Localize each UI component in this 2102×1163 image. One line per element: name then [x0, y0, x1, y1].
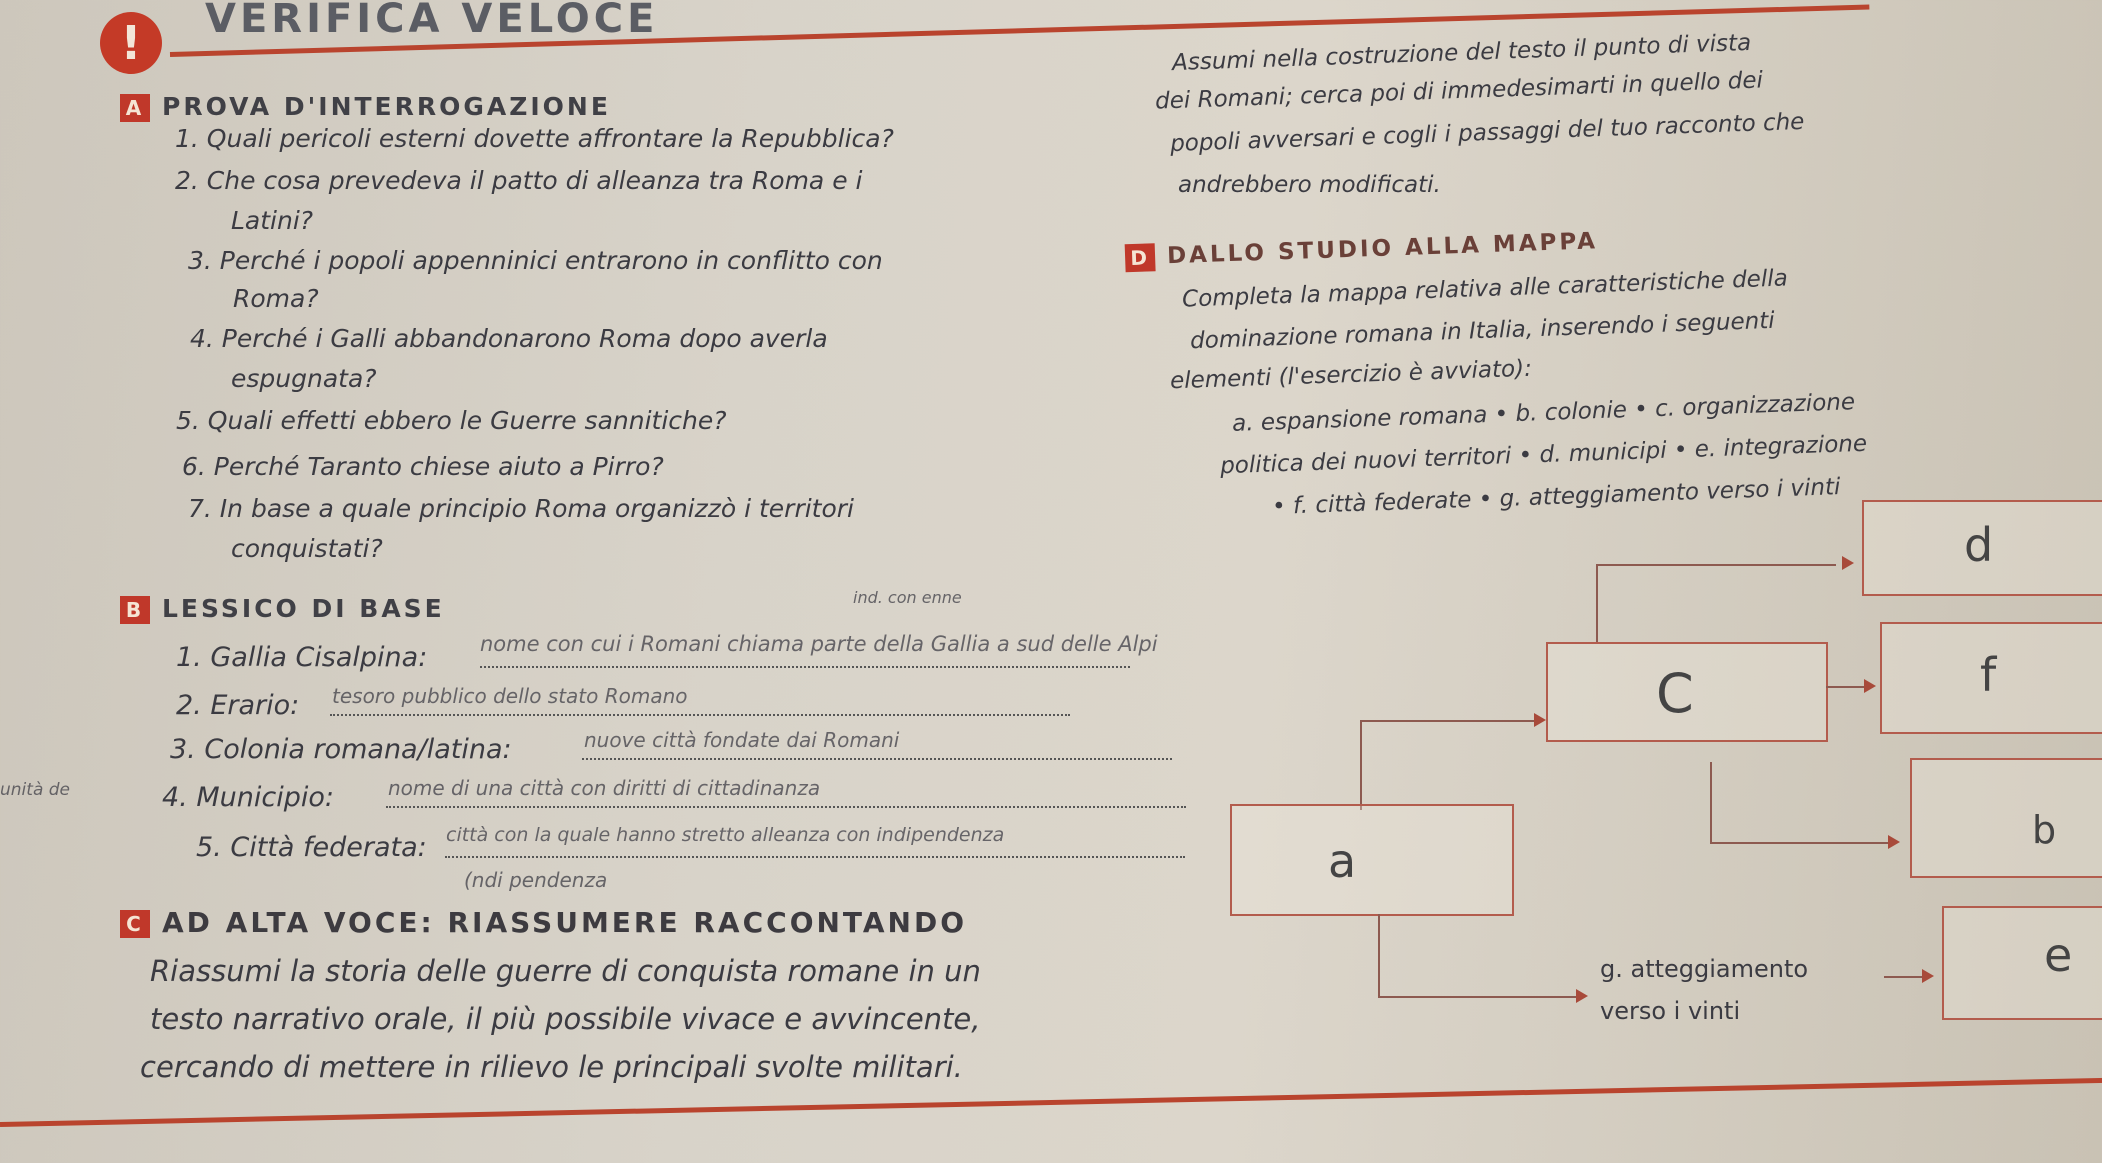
lexicon-answer-5[interactable]: città con la quale hanno stretto alleanza con indipendenza [446, 824, 1005, 846]
handwritten-note: ind. con enne [853, 588, 962, 607]
instruction-line-4: andrebbero modificati. [1178, 172, 1441, 198]
exclamation-badge-icon: ! [100, 12, 162, 74]
connector-f [1826, 686, 1866, 688]
question-3-cont: Roma? [233, 284, 319, 313]
map-instruction-5: politica dei nuovi territori • d. municipi • e. integrazione [1219, 430, 1868, 480]
arrow-c-icon [1534, 713, 1546, 727]
arrow-f-icon [1864, 679, 1876, 693]
map-instruction-1: Completa la mappa relativa alle caratteristiche della [1181, 265, 1789, 313]
section-c-title: AD ALTA VOCE: RIASSUMERE RACCONTANDO [162, 906, 968, 939]
map-box-c[interactable] [1546, 642, 1828, 742]
arrow-b-icon [1888, 835, 1900, 849]
question-6: 6. Perché Taranto chiese aiuto a Pirro? [182, 452, 664, 481]
lexicon-label-4: 4. Municipio: [162, 782, 334, 813]
lexicon-answer-3[interactable]: nuove città fondate dai Romani [584, 728, 900, 752]
connector-e [1884, 976, 1924, 978]
instruction-line-2: dei Romani; cerca poi di immedesimarti in quello dei [1154, 67, 1764, 115]
map-answer-c: C [1656, 662, 1694, 725]
lexicon-answer-1[interactable]: nome con cui i Romani chiama parte della Gallia a sud delle Alpi [480, 632, 1158, 656]
margin-note: unità de [0, 780, 71, 800]
question-2-cont: Latini? [231, 206, 314, 235]
connector-c-vertical [1360, 720, 1362, 810]
map-instruction-4: a. espansione romana • b. colonie • c. organizzazione [1231, 389, 1856, 437]
map-answer-a: a [1328, 834, 1357, 888]
lexicon-label-1: 1. Gallia Cisalpina: [176, 642, 428, 673]
summary-line-2: testo narrativo orale, il più possibile vivace e avvincente, [150, 1002, 981, 1036]
connector-g [1378, 996, 1578, 998]
question-2: 2. Che cosa prevedeva il patto di alleanza tra Roma e i [175, 166, 863, 195]
map-box-f[interactable] [1880, 622, 2102, 734]
section-b-title: LESSICO DI BASE [162, 594, 445, 623]
summary-line-1: Riassumi la storia delle guerre di conquista romane in un [150, 954, 981, 988]
summary-line-3: cercando di mettere in rilievo le principali svolte militari. [140, 1050, 963, 1084]
map-box-b[interactable] [1910, 758, 2102, 878]
map-box-a[interactable] [1230, 804, 1514, 916]
page-title: VERIFICA VELOCE [205, 0, 659, 42]
question-1: 1. Quali pericoli esterni dovette affrontare la Repubblica? [175, 124, 894, 153]
section-a-mark: A [120, 94, 150, 122]
connector-b-vertical [1710, 762, 1712, 844]
map-answer-d: d [1964, 518, 1994, 572]
map-box-e[interactable] [1942, 906, 2102, 1020]
arrow-g-icon [1576, 989, 1588, 1003]
section-c-heading [120, 906, 967, 939]
connector-g-vertical [1378, 914, 1380, 998]
answer-line-5 [445, 856, 1185, 858]
section-d-title: DALLO STUDIO ALLA MAPPA [1166, 228, 1599, 270]
section-d-mark: D [1125, 243, 1156, 272]
connector-c [1360, 720, 1540, 722]
map-box-d[interactable] [1862, 500, 2102, 596]
answer-line-3 [582, 758, 1172, 760]
lexicon-label-3: 3. Colonia romana/latina: [170, 734, 512, 765]
map-answer-b: b [2032, 808, 2057, 852]
answer-line-2 [330, 714, 1070, 716]
map-answer-f: f [1980, 648, 1997, 702]
answer-line-1 [480, 666, 1130, 668]
lexicon-answer-2[interactable]: tesoro pubblico dello stato Romano [332, 684, 688, 708]
question-4-cont: espugnata? [231, 364, 377, 393]
connector-b [1710, 842, 1890, 844]
map-instruction-6: • f. città federate • g. atteggiamento verso i vinti [1271, 474, 1841, 520]
section-a-title: PROVA D'INTERROGAZIONE [162, 92, 611, 121]
arrow-d-icon [1842, 556, 1854, 570]
question-7-cont: conquistati? [231, 534, 383, 563]
lexicon-label-5: 5. Città federata: [196, 832, 427, 863]
question-4: 4. Perché i Galli abbandonarono Roma dopo averla [190, 324, 828, 353]
map-answer-g: g. atteggiamento verso i vinti [1600, 955, 1809, 1025]
connector-d [1596, 564, 1836, 566]
question-7: 7. In base a quale principio Roma organizzò i territori [188, 494, 854, 523]
bottom-rule [0, 1077, 2102, 1127]
lexicon-answer-5-cont: (ndi pendenza [464, 868, 608, 892]
instruction-line-3: popoli avversari e cogli i passaggi del tuo racconto che [1169, 108, 1805, 158]
question-5: 5. Quali effetti ebbero le Guerre sannitiche? [176, 406, 727, 435]
answer-line-4 [386, 806, 1186, 808]
section-c-mark: C [120, 910, 150, 938]
question-3: 3. Perché i popoli appenninici entrarono in conflitto con [188, 246, 883, 275]
section-b-mark: B [120, 596, 150, 624]
arrow-e-icon [1922, 969, 1934, 983]
map-answer-e: e [2044, 928, 2073, 982]
lexicon-answer-4[interactable]: nome di una città con diritti di cittadinanza [388, 776, 821, 800]
connector-d-vertical [1596, 564, 1598, 642]
instruction-line-1: Assumi nella costruzione del testo il punto di vista [1171, 29, 1752, 77]
section-b-heading [120, 594, 445, 624]
map-box-g[interactable] [1594, 930, 1890, 1034]
map-instruction-2: dominazione romana in Italia, inserendo i seguenti [1189, 307, 1776, 355]
lexicon-label-2: 2. Erario: [176, 690, 300, 721]
section-d-heading [1125, 228, 1599, 272]
map-instruction-3: elementi (l'esercizio è avviato): [1169, 355, 1533, 395]
section-a-heading [120, 92, 611, 122]
